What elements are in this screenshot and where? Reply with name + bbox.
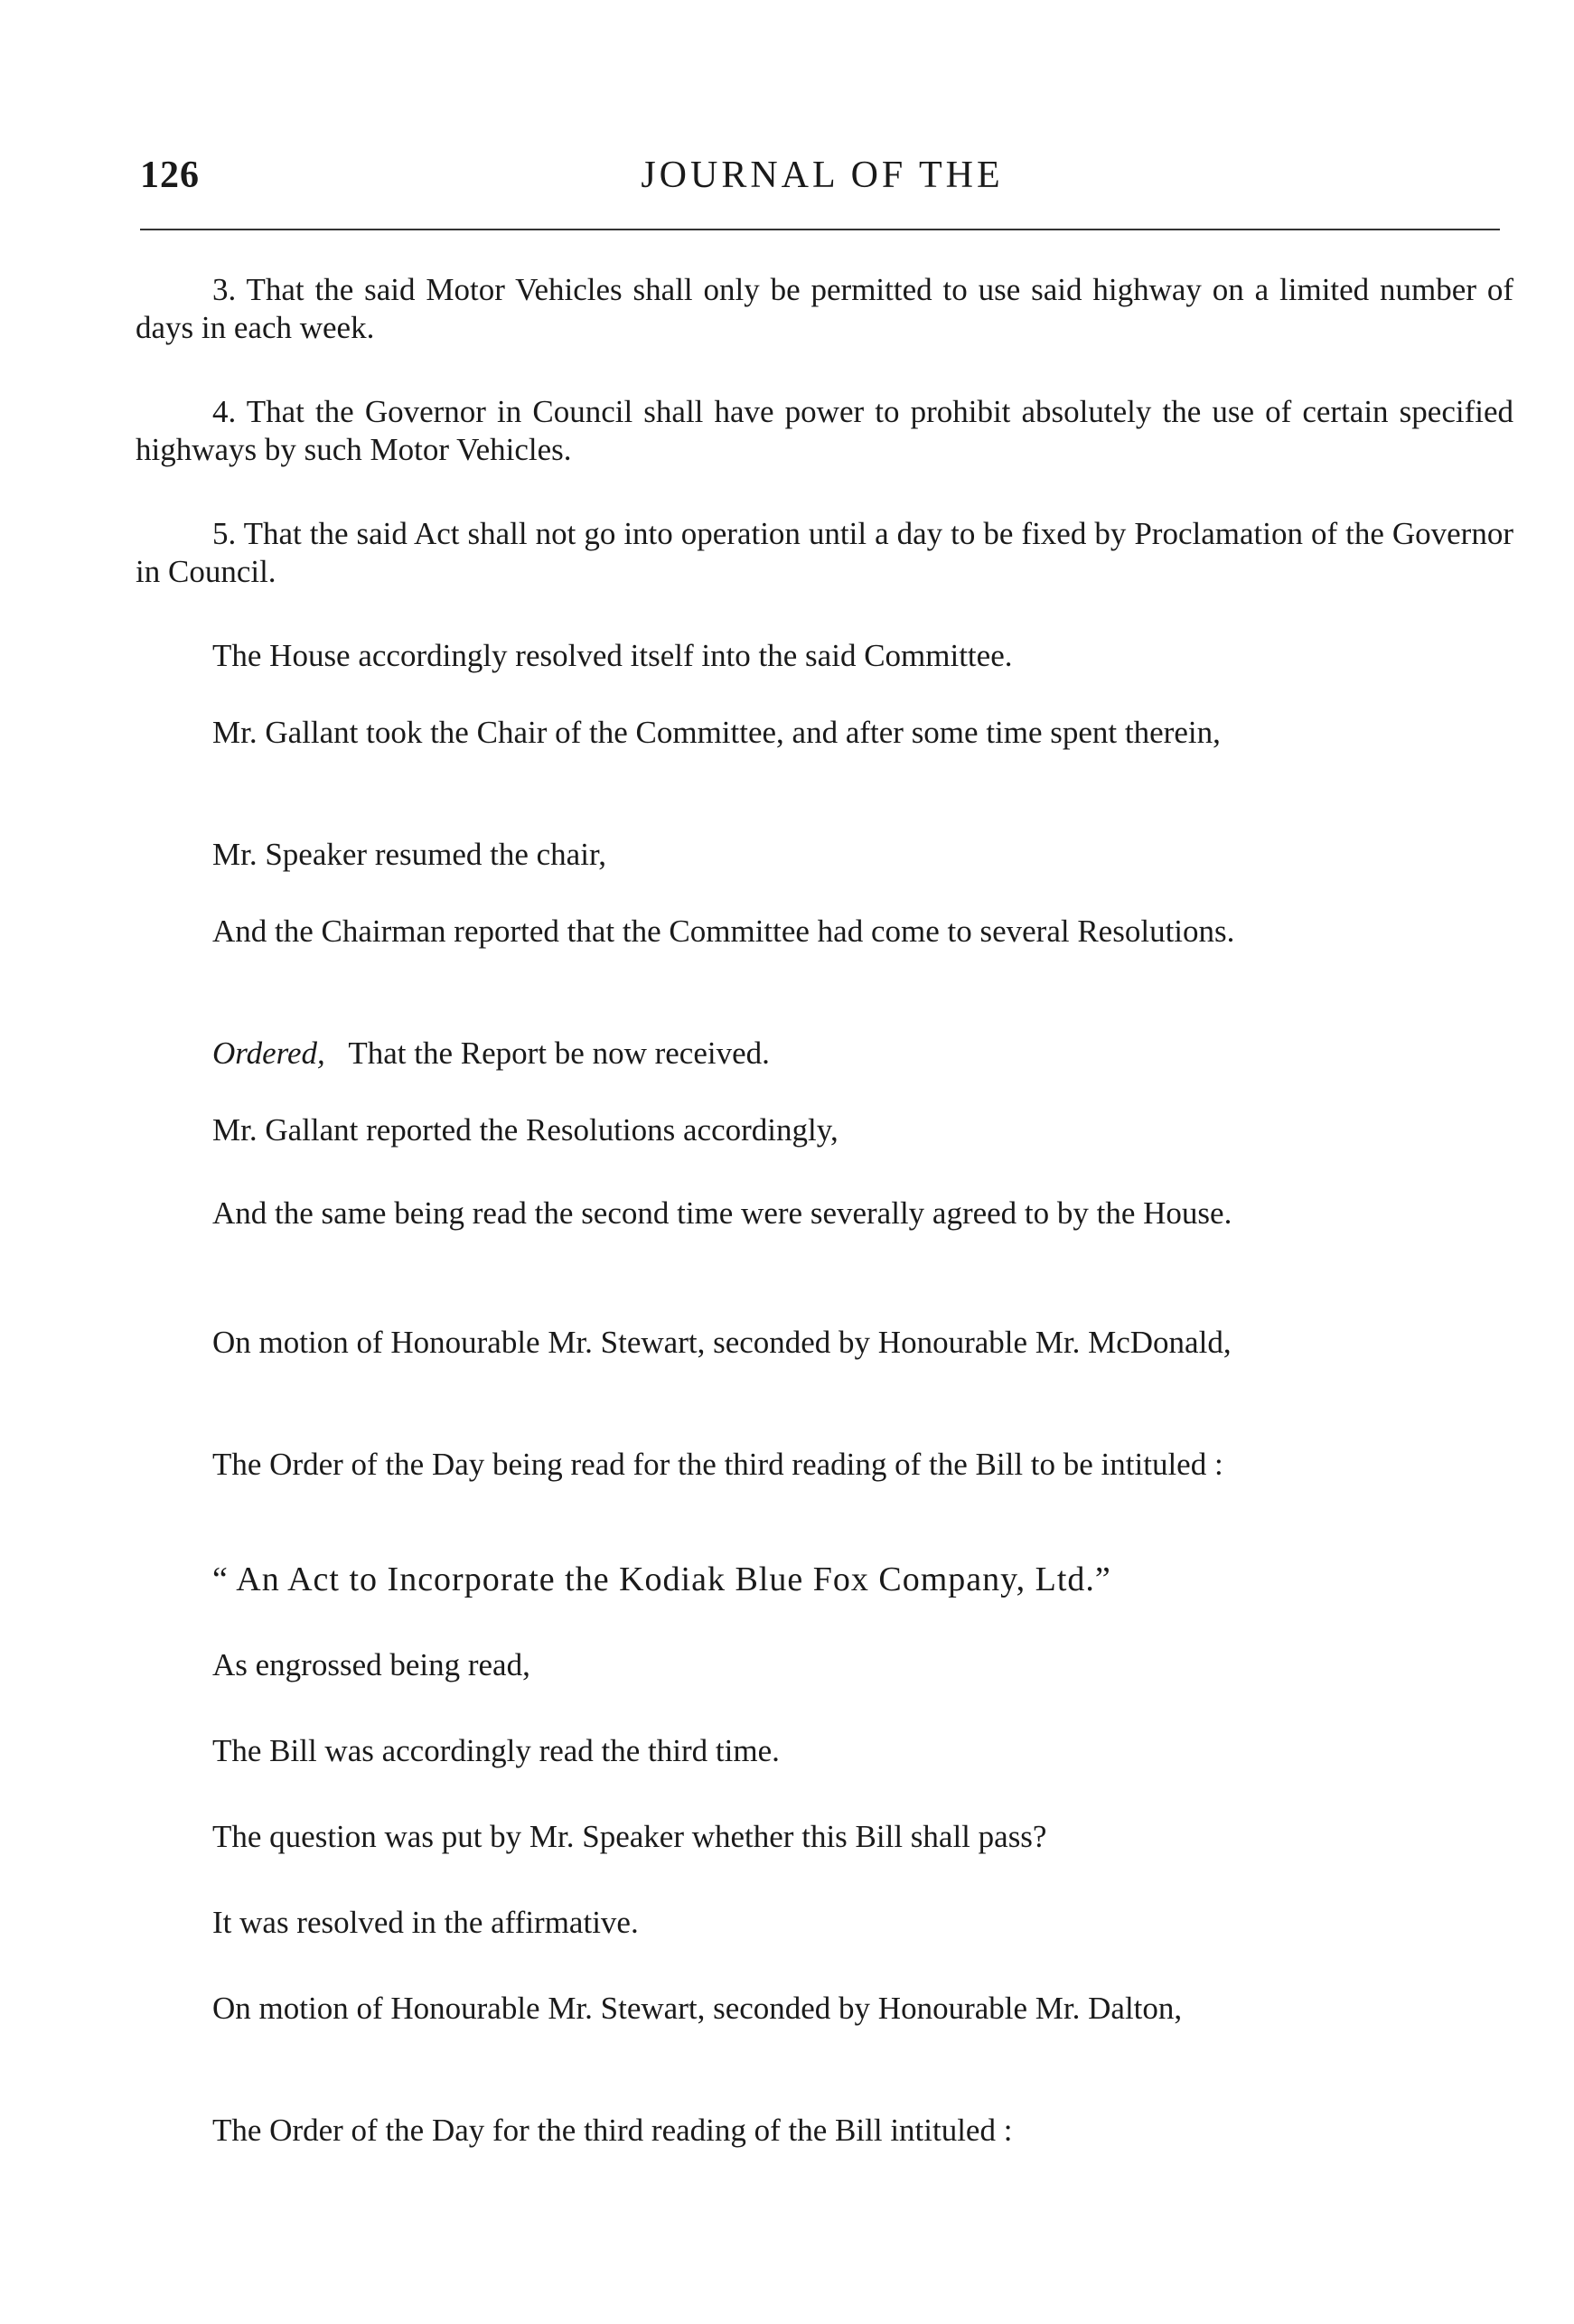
paragraph-order-of-day: The Order of the Day being read for the third reading of the Bill to be intituled : bbox=[212, 1447, 1223, 1482]
ordered-text: That the Report be now received. bbox=[348, 1035, 770, 1071]
paragraph-motion-mcdonald: On motion of Honourable Mr. Stewart, seconded by Honourable Mr. McDonald, bbox=[212, 1325, 1232, 1360]
paragraph-order-third-reading: The Order of the Day for the third reading of the Bill intituled : bbox=[212, 2113, 1013, 2148]
paragraph-question-put: The question was put by Mr. Speaker whether this Bill shall pass? bbox=[212, 1819, 1047, 1854]
paragraph-ordered bbox=[136, 1035, 1513, 1073]
ordered-lead: Ordered, bbox=[212, 1035, 325, 1071]
paragraph-affirmative: It was resolved in the affirmative. bbox=[212, 1905, 639, 1940]
paragraph-gallant-reported: Mr. Gallant reported the Resolutions accordingly, bbox=[212, 1112, 839, 1148]
paragraph-resolution-4: 4. That the Governor in Council shall have power to prohibit absolutely the use of certain specified highways by such Motor Vehicles. bbox=[136, 394, 1513, 467]
paragraph-resolution-5: 5. That the said Act shall not go into operation until a day to be fixed by Proclamation of the Governor in Council. bbox=[136, 516, 1513, 589]
paragraph-third-time: The Bill was accordingly read the third time. bbox=[212, 1733, 780, 1768]
header-rule bbox=[140, 229, 1500, 230]
paragraph-house-resolved: The House accordingly resolved itself into the said Committee. bbox=[212, 638, 1013, 673]
paragraph-gallant-chair: Mr. Gallant took the Chair of the Committee, and after some time spent therein, bbox=[212, 715, 1221, 750]
paragraph-resolution-3: 3. That the said Motor Vehicles shall only be permitted to use said highway on a limited number of days in each week. bbox=[136, 272, 1513, 345]
page-header bbox=[140, 154, 1504, 208]
paragraph-motion-dalton: On motion of Honourable Mr. Stewart, seconded by Honourable Mr. Dalton, bbox=[212, 1991, 1183, 2026]
paragraph-engrossed: As engrossed being read, bbox=[212, 1647, 530, 1682]
paragraph-speaker-resumed: Mr. Speaker resumed the chair, bbox=[212, 837, 606, 872]
paragraph-act-title: “ An Act to Incorporate the Kodiak Blue Fox Company, Ltd.” bbox=[212, 1560, 1111, 1598]
paragraph-second-time: And the same being read the second time were severally agreed to by the House. bbox=[212, 1195, 1232, 1231]
paragraph-chairman-reported: And the Chairman reported that the Committee had come to several Resolutions. bbox=[212, 914, 1235, 949]
page-number: 126 bbox=[140, 155, 200, 196]
running-head: JOURNAL OF THE bbox=[641, 155, 1004, 196]
